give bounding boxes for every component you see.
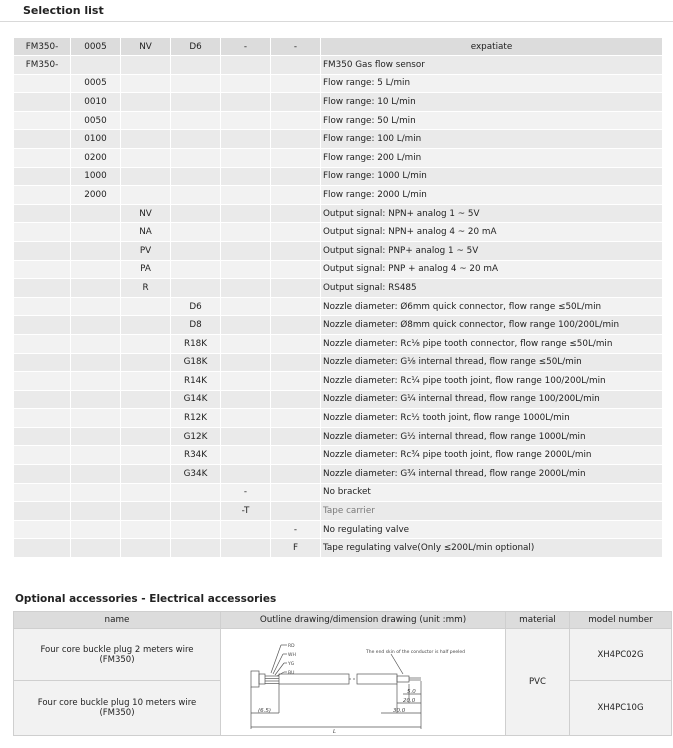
row-code-cell: [121, 316, 170, 334]
header-code-5: -: [271, 38, 320, 55]
row-code-cell: 1000: [71, 168, 120, 186]
row-code-cell: [121, 75, 170, 93]
row-code-cell: [71, 446, 120, 464]
row-code-cell: [14, 428, 70, 446]
row-code-cell: [271, 205, 320, 223]
material-cell: PVC: [506, 629, 570, 736]
conductor-note: The end skin of the conductor is half peeled: [366, 650, 466, 655]
row-code-cell: [221, 93, 270, 111]
row-code-cell: [71, 56, 120, 74]
row-code-cell: R18K: [171, 335, 220, 353]
row-code-cell: FM350-: [14, 56, 70, 74]
selection-list-title: Selection list: [23, 4, 104, 17]
row-code-cell: [14, 354, 70, 372]
row-code-cell: [221, 428, 270, 446]
row-code-cell: 0100: [71, 130, 120, 148]
row-code-cell: 0200: [71, 149, 120, 167]
row-code-cell: [271, 261, 320, 279]
row-code-cell: [221, 205, 270, 223]
row-code-cell: [171, 149, 220, 167]
dim-6-5: (6.5): [258, 708, 272, 714]
row-description: Tape regulating valve(Only ≤200L/min optional): [321, 539, 662, 557]
accessory-name: Four core buckle plug 10 meters wire: [37, 698, 197, 709]
row-code-cell: G14K: [171, 391, 220, 409]
row-code-cell: [221, 409, 270, 427]
cable-segment-right: [357, 674, 397, 684]
row-code-cell: [271, 428, 320, 446]
selection-header-row: [14, 38, 662, 55]
row-code-cell: [221, 223, 270, 241]
plug-body: [251, 671, 259, 687]
selection-row: [14, 205, 662, 223]
row-description: Nozzle diameter: Rc¾ pipe tooth joint, flow range 2000L/min: [321, 446, 662, 464]
row-code-cell: PV: [121, 242, 170, 260]
accessories-header-drawing: Outline drawing/dimension drawing (unit :mm): [221, 612, 506, 629]
selection-row: [14, 335, 662, 353]
wire-label-bu: BU: [288, 671, 295, 676]
row-code-cell: -: [271, 521, 320, 539]
selection-row: [14, 93, 662, 111]
row-code-cell: [71, 372, 120, 390]
row-code-cell: [14, 446, 70, 464]
row-code-cell: [271, 223, 320, 241]
row-code-cell: G12K: [171, 428, 220, 446]
row-code-cell: [121, 149, 170, 167]
row-code-cell: [71, 335, 120, 353]
row-code-cell: [71, 521, 120, 539]
row-description: Flow range: 1000 L/min: [321, 168, 662, 186]
row-description: Output signal: NPN+ analog 1 ~ 5V: [321, 205, 662, 223]
row-code-cell: D8: [171, 316, 220, 334]
row-code-cell: [121, 112, 170, 130]
row-code-cell: [71, 298, 120, 316]
row-code-cell: [271, 409, 320, 427]
row-code-cell: [171, 186, 220, 204]
wire-label-rd: RD: [288, 644, 295, 649]
row-code-cell: [221, 465, 270, 483]
row-code-cell: [14, 130, 70, 148]
row-description: Nozzle diameter: Rc½ tooth joint, flow range 1000L/min: [321, 409, 662, 427]
row-code-cell: [71, 205, 120, 223]
accessories-header-model: model number: [570, 612, 672, 629]
row-code-cell: [171, 279, 220, 297]
row-code-cell: [271, 112, 320, 130]
selection-row: [14, 112, 662, 130]
row-code-cell: [14, 372, 70, 390]
row-code-cell: [71, 316, 120, 334]
row-code-cell: [14, 335, 70, 353]
row-code-cell: [121, 391, 170, 409]
selection-row: [14, 502, 662, 520]
row-code-cell: [14, 465, 70, 483]
row-code-cell: [121, 372, 170, 390]
row-code-cell: [71, 391, 120, 409]
row-code-cell: [271, 354, 320, 372]
row-code-cell: [171, 130, 220, 148]
row-description: Flow range: 200 L/min: [321, 149, 662, 167]
row-code-cell: [121, 354, 170, 372]
cable-outline-drawing: [221, 629, 505, 735]
row-description: FM350 Gas flow sensor: [321, 56, 662, 74]
row-description: Nozzle diameter: Ø8mm quick connector, flow range 100/200L/min: [321, 316, 662, 334]
row-code-cell: [271, 130, 320, 148]
row-code-cell: [171, 484, 220, 502]
row-code-cell: G34K: [171, 465, 220, 483]
selection-row: [14, 130, 662, 148]
row-description: Output signal: NPN+ analog 4 ~ 20 mA: [321, 223, 662, 241]
selection-row: [14, 75, 662, 93]
row-code-cell: [271, 279, 320, 297]
row-code-cell: [121, 335, 170, 353]
row-code-cell: -: [221, 484, 270, 502]
accessories-header-material: material: [506, 612, 570, 629]
row-code-cell: [121, 56, 170, 74]
selection-row: [14, 465, 662, 483]
row-code-cell: [121, 502, 170, 520]
row-code-cell: [121, 130, 170, 148]
row-code-cell: [14, 149, 70, 167]
row-code-cell: [71, 261, 120, 279]
row-code-cell: [171, 261, 220, 279]
row-code-cell: D6: [171, 298, 220, 316]
row-description: Nozzle diameter: G¼ internal thread, flow range 100/200L/min: [321, 391, 662, 409]
row-code-cell: NA: [121, 223, 170, 241]
dim-20: 20.0: [403, 698, 416, 704]
row-code-cell: [171, 56, 220, 74]
selection-row: [14, 316, 662, 334]
row-code-cell: [121, 484, 170, 502]
row-code-cell: [221, 112, 270, 130]
row-code-cell: [121, 521, 170, 539]
row-code-cell: [271, 149, 320, 167]
row-code-cell: [171, 75, 220, 93]
selection-row: [14, 391, 662, 409]
row-code-cell: [71, 502, 120, 520]
model-cell: XH4PC02G: [570, 629, 672, 681]
row-code-cell: [14, 298, 70, 316]
accessory-name: Four core buckle plug 2 meters wire: [40, 644, 194, 655]
row-code-cell: R34K: [171, 446, 220, 464]
selection-row: [14, 354, 662, 372]
row-code-cell: [221, 446, 270, 464]
row-code-cell: [14, 93, 70, 111]
row-code-cell: PA: [121, 261, 170, 279]
row-code-cell: [271, 372, 320, 390]
selection-row: [14, 521, 662, 539]
row-code-cell: [221, 391, 270, 409]
dim-length: L: [333, 729, 337, 735]
row-code-cell: [271, 335, 320, 353]
accessories-table: [13, 611, 672, 736]
row-code-cell: [121, 168, 170, 186]
row-code-cell: [121, 93, 170, 111]
wire-label-wh: WH: [288, 653, 296, 658]
row-code-cell: [221, 186, 270, 204]
row-description: Flow range: 2000 L/min: [321, 186, 662, 204]
row-description: No bracket: [321, 484, 662, 502]
row-description: Nozzle diameter: G½ internal thread, flow range 1000L/min: [321, 428, 662, 446]
row-code-cell: [14, 242, 70, 260]
selection-row: [14, 372, 662, 390]
plug-neck: [259, 674, 265, 684]
row-code-cell: [221, 354, 270, 372]
selection-row: [14, 409, 662, 427]
accessory-name-sub: (FM350): [99, 654, 135, 665]
row-code-cell: [271, 56, 320, 74]
row-code-cell: [14, 112, 70, 130]
row-code-cell: [121, 539, 170, 557]
row-code-cell: 0005: [71, 75, 120, 93]
row-code-cell: [14, 279, 70, 297]
row-code-cell: [271, 316, 320, 334]
row-code-cell: 0010: [71, 93, 120, 111]
row-code-cell: [14, 75, 70, 93]
selection-row: [14, 186, 662, 204]
row-code-cell: [221, 149, 270, 167]
row-code-cell: [171, 223, 220, 241]
row-code-cell: [14, 168, 70, 186]
selection-row: [14, 149, 662, 167]
row-code-cell: F: [271, 539, 320, 557]
row-code-cell: NV: [121, 205, 170, 223]
row-description: Flow range: 50 L/min: [321, 112, 662, 130]
selection-row: [14, 539, 662, 557]
row-code-cell: [121, 186, 170, 204]
row-code-cell: [121, 446, 170, 464]
row-code-cell: [271, 298, 320, 316]
row-code-cell: [221, 521, 270, 539]
row-code-cell: [221, 316, 270, 334]
row-description: Nozzle diameter: G¾ internal thread, flow range 2000L/min: [321, 465, 662, 483]
row-code-cell: [171, 539, 220, 557]
row-code-cell: [171, 168, 220, 186]
dim-5: 5.0: [407, 689, 416, 695]
row-code-cell: [14, 261, 70, 279]
row-description: Nozzle diameter: G⅛ internal thread, flow range ≤50L/min: [321, 354, 662, 372]
row-description: Nozzle diameter: Rc¼ pipe tooth joint, flow range 100/200L/min: [321, 372, 662, 390]
row-code-cell: [71, 242, 120, 260]
row-code-cell: [71, 484, 120, 502]
row-description: Output signal: RS485: [321, 279, 662, 297]
wire-label-yg: YG: [288, 662, 295, 667]
accessory-name-sub: (FM350): [99, 708, 135, 719]
selection-row: [14, 261, 662, 279]
accessories-title: Optional accessories - Electrical accessories: [15, 593, 277, 605]
row-description: Tape carrier: [321, 502, 662, 520]
row-description: Flow range: 100 L/min: [321, 130, 662, 148]
row-code-cell: [14, 186, 70, 204]
row-code-cell: [121, 465, 170, 483]
row-code-cell: [171, 112, 220, 130]
accessory-name-cell: [14, 681, 221, 736]
selection-row: [14, 484, 662, 502]
header-code-1: 0005: [71, 38, 120, 55]
selection-row: [14, 279, 662, 297]
row-description: Flow range: 10 L/min: [321, 93, 662, 111]
row-code-cell: [14, 409, 70, 427]
row-code-cell: [121, 409, 170, 427]
row-code-cell: [221, 168, 270, 186]
row-code-cell: [121, 428, 170, 446]
row-code-cell: [171, 93, 220, 111]
selection-row: [14, 223, 662, 241]
header-code-0: FM350-: [14, 38, 70, 55]
selection-row: [14, 428, 662, 446]
row-code-cell: R14K: [171, 372, 220, 390]
header-code-2: NV: [121, 38, 170, 55]
row-code-cell: [221, 261, 270, 279]
row-code-cell: 2000: [71, 186, 120, 204]
row-code-cell: [121, 298, 170, 316]
row-code-cell: R12K: [171, 409, 220, 427]
row-code-cell: [271, 484, 320, 502]
outline-drawing-cell: [221, 629, 506, 736]
row-code-cell: [14, 502, 70, 520]
selection-row: [14, 298, 662, 316]
title-divider: [0, 21, 673, 22]
row-description: Output signal: PNP + analog 4 ~ 20 mA: [321, 261, 662, 279]
row-code-cell: [71, 354, 120, 372]
row-code-cell: [171, 521, 220, 539]
row-description: Flow range: 5 L/min: [321, 75, 662, 93]
row-code-cell: [271, 446, 320, 464]
accessory-name-cell: [14, 629, 221, 681]
selection-table: [13, 37, 663, 558]
row-code-cell: [71, 465, 120, 483]
model-cell: XH4PC10G: [570, 681, 672, 736]
row-code-cell: [221, 372, 270, 390]
header-code-4: -: [221, 38, 270, 55]
row-code-cell: [271, 75, 320, 93]
row-code-cell: [271, 391, 320, 409]
row-code-cell: [221, 56, 270, 74]
row-code-cell: [71, 279, 120, 297]
row-code-cell: [14, 223, 70, 241]
row-code-cell: [271, 242, 320, 260]
selection-row: [14, 168, 662, 186]
row-code-cell: [71, 428, 120, 446]
row-code-cell: [14, 205, 70, 223]
row-code-cell: [14, 539, 70, 557]
row-code-cell: [271, 168, 320, 186]
row-code-cell: [221, 242, 270, 260]
row-code-cell: [221, 130, 270, 148]
row-code-cell: 0050: [71, 112, 120, 130]
header-expatiate: expatiate: [321, 38, 662, 55]
row-code-cell: -T: [221, 502, 270, 520]
row-code-cell: [14, 391, 70, 409]
selection-row: [14, 242, 662, 260]
row-code-cell: [14, 484, 70, 502]
row-code-cell: [171, 502, 220, 520]
row-code-cell: [221, 539, 270, 557]
row-code-cell: [271, 93, 320, 111]
row-code-cell: R: [121, 279, 170, 297]
row-description: No regulating valve: [321, 521, 662, 539]
dim-30: 30.0: [393, 708, 406, 714]
row-code-cell: [271, 186, 320, 204]
row-code-cell: [14, 521, 70, 539]
accessories-header-name: name: [14, 612, 221, 629]
row-code-cell: [271, 502, 320, 520]
row-code-cell: [14, 316, 70, 334]
selection-row: [14, 56, 662, 74]
row-code-cell: [221, 279, 270, 297]
row-code-cell: [171, 205, 220, 223]
row-code-cell: G18K: [171, 354, 220, 372]
row-code-cell: [221, 335, 270, 353]
row-description: Nozzle diameter: Ø6mm quick connector, flow range ≤50L/min: [321, 298, 662, 316]
row-code-cell: [271, 465, 320, 483]
row-code-cell: [71, 539, 120, 557]
row-code-cell: [221, 298, 270, 316]
row-description: Output signal: PNP+ analog 1 ~ 5V: [321, 242, 662, 260]
row-code-cell: [171, 242, 220, 260]
selection-row: [14, 446, 662, 464]
row-description: Nozzle diameter: Rc⅛ pipe tooth connector, flow range ≤50L/min: [321, 335, 662, 353]
row-code-cell: [71, 409, 120, 427]
header-code-3: D6: [171, 38, 220, 55]
row-code-cell: [71, 223, 120, 241]
row-code-cell: [221, 75, 270, 93]
